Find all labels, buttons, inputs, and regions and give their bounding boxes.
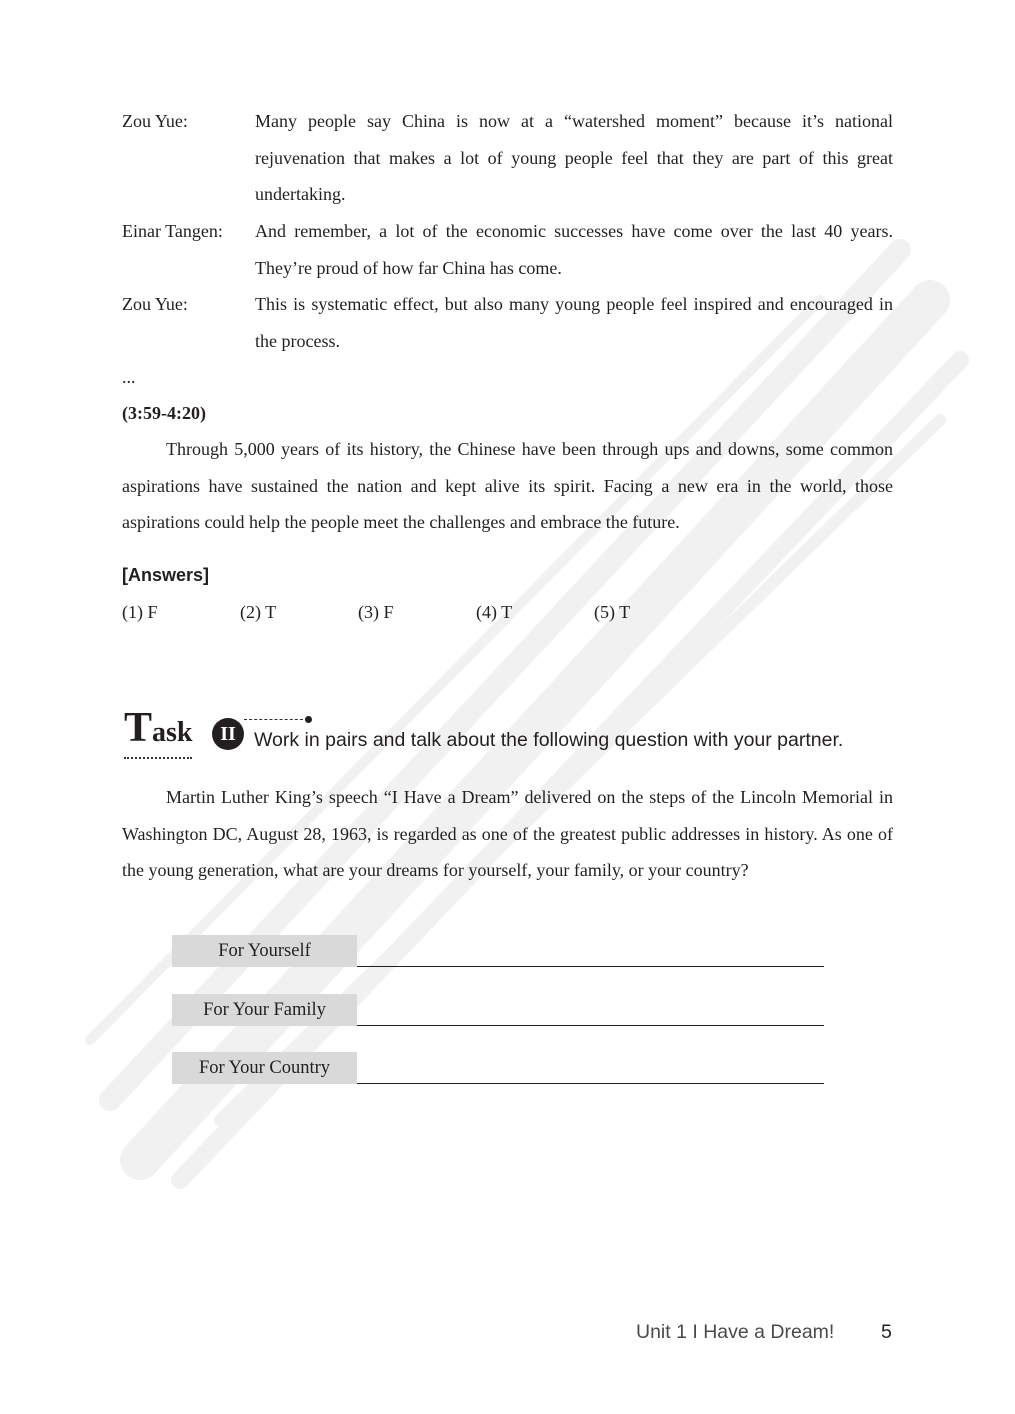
- fill-row-family: [172, 994, 824, 1026]
- speaker-name: Zou Yue:: [122, 111, 188, 131]
- fill-label: For Yourself: [172, 935, 357, 967]
- fill-label: For Your Family: [172, 994, 357, 1026]
- task-label-initial: T: [124, 705, 153, 751]
- task-paragraph: Martin Luther King’s speech “I Have a Dream” delivered on the steps of the Lincoln Memorial in Washington DC, August 28, 1963, is regarded as one of the greatest public addresses in history. As one of the young generation, what are your dreams for yourself, your family, or your country?: [122, 787, 893, 880]
- transcript-paragraph: Through 5,000 years of its history, the Chinese have been through ups and downs, some common aspirations have sustained the nation and kept alive its spirit. Facing a new era in the world, those aspirations could help the people meet the challenges and embrace the future.: [122, 439, 893, 532]
- task-instruction: Work in pairs and talk about the following question with your partner.: [254, 729, 844, 751]
- answer-item: (5) T: [594, 602, 631, 622]
- answer-item: (2) T: [240, 602, 277, 622]
- answers-heading: [Answers]: [122, 565, 210, 585]
- answer-item: (4) T: [476, 602, 513, 622]
- task-number-badge: II: [212, 718, 244, 750]
- answer-blank-line[interactable]: [357, 1083, 824, 1084]
- fill-row-yourself: [172, 935, 824, 967]
- dialogue-line-3: [122, 286, 893, 359]
- task-header: [124, 706, 904, 756]
- fill-label: For Your Country: [172, 1052, 357, 1084]
- ellipsis: ...: [122, 367, 136, 387]
- task-label: [124, 705, 193, 759]
- task-label-rest: ask: [152, 717, 193, 748]
- dialogue-text: And remember, a lot of the economic successes have come over the last 40 years. They’re proud of how far China has come.: [255, 221, 893, 278]
- answer-item: (3) F: [358, 602, 394, 622]
- answer-blank-line[interactable]: [357, 966, 824, 967]
- task-dot-icon: [305, 716, 312, 723]
- dialogue-text: Many people say China is now at a “watershed moment” because it’s national rejuvenation that makes a lot of young people feel that they are part of this great undertaking.: [255, 111, 893, 204]
- fill-row-country: [172, 1052, 824, 1084]
- speaker-name: Zou Yue:: [122, 294, 188, 314]
- page-number: 5: [881, 1321, 892, 1343]
- task-dashed-line: [244, 719, 308, 720]
- answer-blank-line[interactable]: [357, 1025, 824, 1026]
- dialogue-line-2: [122, 213, 893, 286]
- timecode: (3:59-4:20): [122, 403, 206, 423]
- dialogue-text: This is systematic effect, but also many young people feel inspired and encouraged in the process.: [255, 294, 893, 351]
- answer-item: (1) F: [122, 602, 158, 622]
- speaker-name: Einar Tangen:: [122, 221, 223, 241]
- dialogue-line-1: [122, 103, 893, 213]
- footer-unit-title: Unit 1 I Have a Dream!: [636, 1321, 835, 1343]
